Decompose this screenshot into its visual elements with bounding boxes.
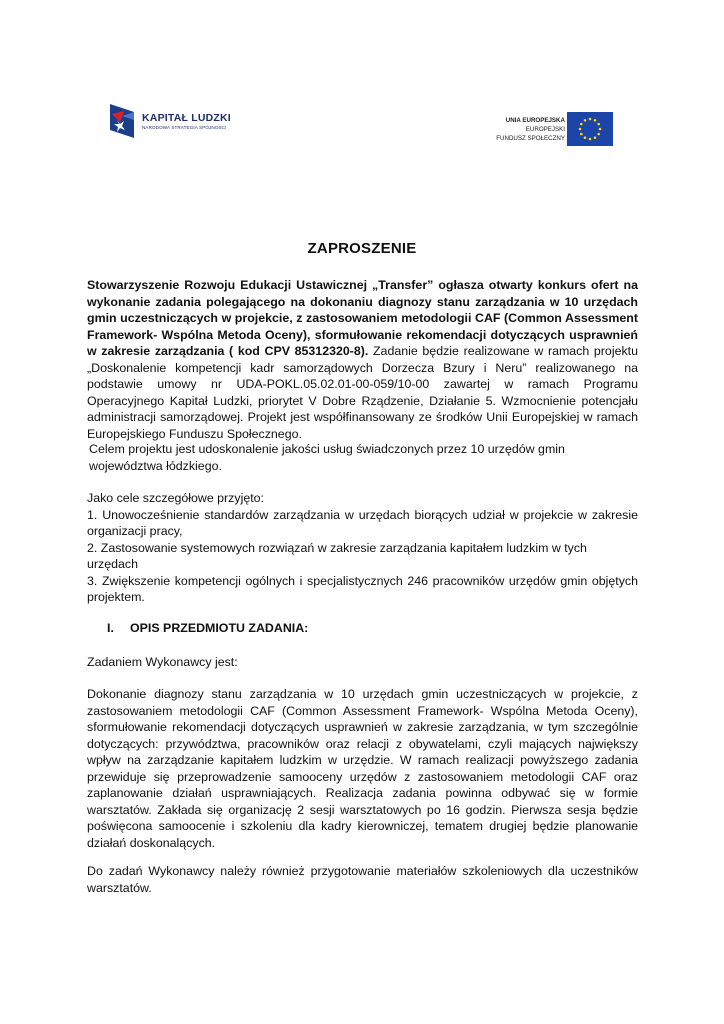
intro-bold-text: Stowarzyszenie Rozwoju Edukacji Ustawicznej „Transfer” ogłasza otwarty konkurs ofert na wykonanie zadania polegającego na dokonaniu diagnozy stanu zarządzania w 10 urzędach gmin uczestniczących w projekcie, z zastosowaniem metodologii CAF (Common Assessment Framework- Wspólna Metoda Oceny), sformułowanie rekomendacji dotyczących usprawnień w zakresie zarządzania ( kod CPV 85312320-8). bbox=[87, 278, 638, 358]
intro-normal-text: Zadanie będzie realizowane w ramach projektu „Doskonalenie kompetencji kadr samorządowych Dorzecza Bzury i Neru” realizowanego na podstawie umowy nr UDA-POKL.05.02.01-00-059/10-00 zawartej w ramach Programu Operacyjnego Kapitał Ludzki, priorytet V Dobre Rządzenie, Działanie 5. Wzmocnienie potencjału administracji samorządowej. Projekt jest współfinansowany ze środków Unii Europejskiej w ramach Europejskiego Funduszu Społecznego. bbox=[87, 344, 638, 441]
eu-logo-line2: EUROPEJSKI bbox=[525, 126, 565, 133]
kapital-ludzki-subtitle: NARODOWA STRATEGIA SPÓJNOŚCI bbox=[142, 125, 227, 130]
task-paragraph-1: Dokonanie diagnozy stanu zarządzania w 10 urzędach gmin uczestniczących w projekcie, z zastosowaniem metodologii CAF (Common Assessment Framework- Wspólna Metoda Oceny), sformułowanie rekomendacji dotyczących usprawnień w zakresie zarządzania, w tym szczególnie dotyczących: przywództwa, pracowników oraz relacji z obywatelami, czyli mających największy wpływ na zarządzanie kapitałem ludzkim w urzędzie. W ramach realizacji powyższego zadania przewiduje się przeprowadzenie samooceny urzędów z zastosowaniem metodologii CAF oraz zaplanowanie działań usprawniających. Realizacja zadania powinna odbywać się w formie warsztatów. Zakłada się organizację 2 sesji warsztatowych po 16 godzin. Pierwsza sesja będzie poświęcona samoocenie i szkoleniu dla kadry kierowniczej, tematem drugiej będzie planowanie działań doskonalących. bbox=[87, 687, 638, 850]
document-title: ZAPROSZENIE bbox=[307, 240, 417, 257]
goal-item-1: 1. Unowocześnienie standardów zarządzania w urzędach biorących udział w projekcie w zakresie organizacji pracy, bbox=[87, 507, 638, 538]
kapital-ludzki-emblem-icon bbox=[108, 102, 138, 140]
project-goal-text: Celem projektu jest udoskonalenie jakości usług świadczonych przez 10 urzędów gmin województwa łódzkiego. bbox=[89, 442, 565, 473]
goal-item-3: 3. Zwiększenie kompetencji ogólnych i specjalistycznych 246 pracowników urzędów gmin objętych projektem. bbox=[87, 573, 638, 604]
task-lead: Zadaniem Wykonawcy jest: bbox=[87, 655, 238, 669]
eu-logo-line3: FUNDUSZ SPOŁECZNY bbox=[496, 135, 565, 142]
eu-efs-logo bbox=[478, 112, 613, 150]
task-paragraph-2: Do zadań Wykonawcy należy również przygotowanie materiałów szkoleniowych dla uczestników warsztatów. bbox=[87, 864, 638, 895]
section-number: I. bbox=[107, 621, 114, 635]
goals-heading: Jako cele szczegółowe przyjęto: bbox=[87, 491, 264, 505]
eu-logo-line1: UNIA EUROPEJSKA bbox=[505, 117, 565, 124]
section-heading bbox=[107, 621, 308, 635]
kapital-ludzki-logo bbox=[108, 100, 238, 142]
intro-paragraph bbox=[87, 277, 638, 442]
kapital-ludzki-name: KAPITAŁ LUDZKI bbox=[142, 112, 231, 124]
eu-logo-text bbox=[496, 116, 565, 143]
eu-flag-icon bbox=[567, 112, 613, 146]
goal-item-2: 2. Zastosowanie systemowych rozwiązań w zakresie zarządzania kapitałem ludzkim w tych urzędach bbox=[87, 540, 587, 571]
specific-goals bbox=[87, 490, 638, 606]
section-title: OPIS PRZEDMIOTU ZADANIA: bbox=[130, 621, 309, 635]
